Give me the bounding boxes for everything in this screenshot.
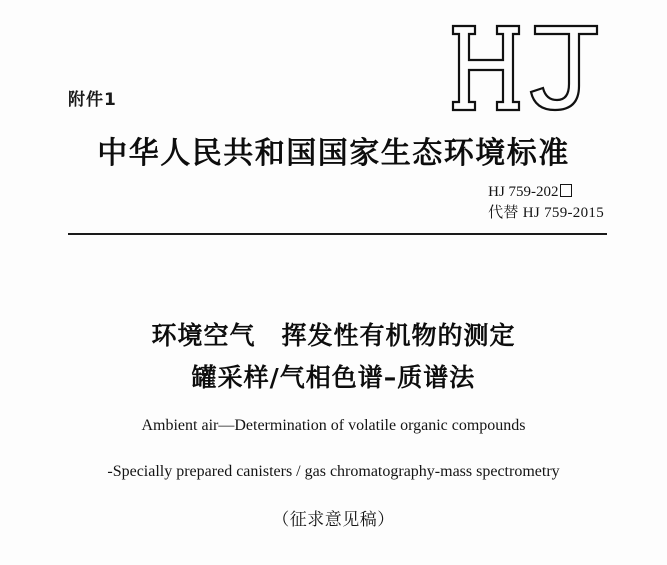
english-subtitle: -Specially prepared canisters / gas chromatography-mass spectrometry — [107, 463, 560, 480]
standard-title: 中华人民共和国国家生态环境标准 — [97, 136, 570, 171]
standard-code-text: HJ 759-202 — [488, 184, 559, 200]
page-title-line-2: 罐采样/气相色谱–质谱法 — [191, 363, 476, 392]
page-title-line-1: 环境空气 挥发性有机物的测定 — [151, 321, 516, 350]
hj-logo-icon — [447, 18, 607, 118]
english-title: Ambient air—Determination of volatile organic compounds — [141, 417, 526, 434]
attachment-label: 附件1 — [68, 90, 117, 110]
standard-code-line — [488, 182, 604, 203]
code-placeholder-box-icon — [560, 184, 572, 197]
page-title — [0, 315, 667, 399]
header-divider — [68, 233, 607, 235]
draft-status: （征求意见稿） — [272, 510, 395, 530]
replaces-code-line: 代替 HJ 759-2015 — [488, 205, 604, 221]
standard-code-block — [488, 182, 604, 224]
